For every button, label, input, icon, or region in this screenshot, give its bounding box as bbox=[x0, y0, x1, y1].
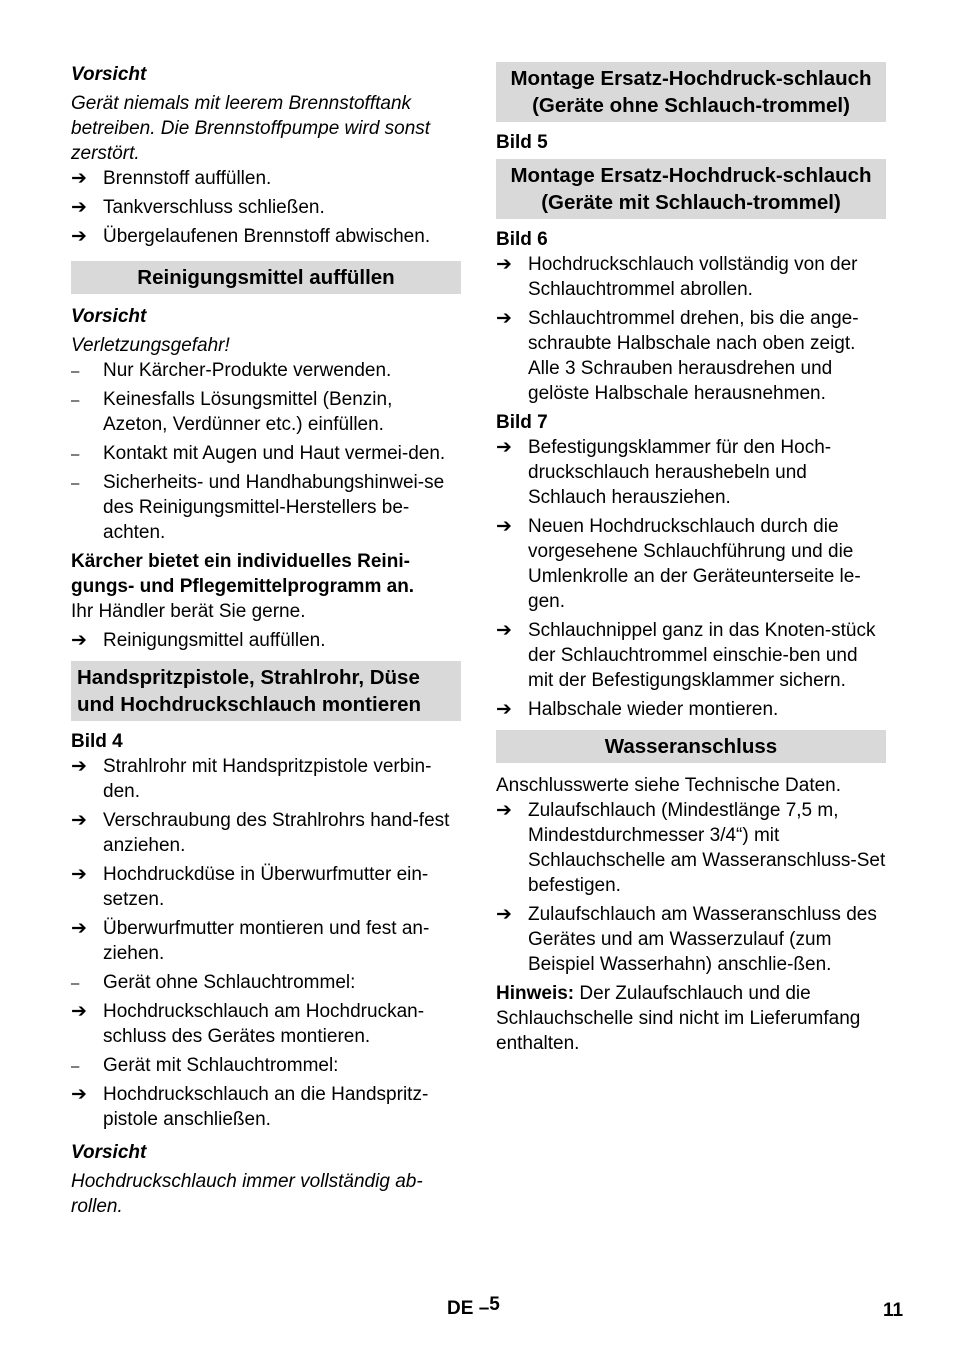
list-item: – Kontakt mit Augen und Haut vermei-den. bbox=[71, 441, 461, 466]
list-item: ➔ Hochdruckdüse in Überwurfmutter ein-setzen. bbox=[71, 862, 461, 912]
dash-icon bbox=[71, 1053, 93, 1079]
arrow-icon bbox=[71, 224, 93, 249]
list-item: ➔ Zulaufschlauch (Mindestlänge 7,5 m, Mindestdurchmesser 3/4“) mit Schlauchschelle am Wasseranschluss-Set befestigen. bbox=[496, 798, 886, 898]
arrow-icon bbox=[496, 306, 518, 331]
caution-text: Hochdruckschlauch immer vollständig ab-rollen. bbox=[71, 1171, 423, 1217]
dash-icon bbox=[71, 387, 93, 413]
list-item: ➔ Zulaufschlauch am Wasseranschluss des Gerätes und am Wasserzulauf (zum Beispiel Wasserhahn) anschlie-ßen. bbox=[496, 902, 886, 977]
figure-ref: Bild 5 bbox=[496, 132, 548, 153]
caution-text: Gerät niemals mit leerem Brennstofftank betreiben. Die Brennstoffpumpe wird sonst zerstört. bbox=[71, 93, 431, 164]
caution-title: Vorsicht bbox=[71, 64, 147, 85]
arrow-icon bbox=[71, 999, 93, 1024]
dash-icon bbox=[71, 470, 93, 496]
arrow-icon bbox=[71, 862, 93, 887]
dash-icon bbox=[71, 358, 93, 384]
arrow-icon bbox=[496, 902, 518, 927]
bold-note: Kärcher bietet ein individuelles Reini-gungs- und Pflegemittelprogramm an. bbox=[71, 551, 415, 597]
arrow-icon bbox=[71, 754, 93, 779]
list-item: – Gerät mit Schlauchtrommel: bbox=[71, 1053, 461, 1078]
list-item: – Nur Kärcher-Produkte verwenden. bbox=[71, 358, 461, 383]
section-heading: Montage Ersatz-Hochdruck-schlauch (Geräte ohne Schlauch-trommel) bbox=[496, 62, 886, 122]
list-item: ➔ Schlauchnippel ganz in das Knoten-stück der Schlauchtrommel einschie-ben und mit der Befestigungsklammer sichern. bbox=[496, 618, 886, 693]
list-item: ➔ Hochdruckschlauch am Hochdruckan-schluss des Gerätes montieren. bbox=[71, 999, 461, 1049]
arrow-icon bbox=[71, 166, 93, 191]
figure-ref: Bild 7 bbox=[496, 412, 548, 433]
section-heading: Wasseranschluss bbox=[496, 730, 886, 763]
list-item: ➔ Überwurfmutter montieren und fest an-ziehen. bbox=[71, 916, 461, 966]
footer-section-number: 5 bbox=[489, 1294, 500, 1315]
arrow-icon bbox=[71, 916, 93, 941]
list-item: ➔ Reinigungsmittel auffüllen. bbox=[71, 628, 461, 653]
list-item: ➔ Strahlrohr mit Handspritzpistole verbin-den. bbox=[71, 754, 461, 804]
footer-section-page bbox=[447, 1296, 500, 1321]
hint-label: Hinweis: bbox=[496, 983, 575, 1004]
list-item: – Keinesfalls Lösungsmittel (Benzin, Azeton, Verdünner etc.) einfüllen. bbox=[71, 387, 461, 437]
arrow-icon bbox=[71, 628, 93, 653]
dash-icon bbox=[71, 441, 93, 467]
list-item: ➔ Halbschale wieder montieren. bbox=[496, 697, 886, 722]
arrow-icon bbox=[71, 195, 93, 220]
list-item: – Sicherheits- und Handhabungshinwei-se des Reinigungsmittel-Herstellers be-achten. bbox=[71, 470, 461, 545]
arrow-icon bbox=[496, 252, 518, 277]
section-heading: Handspritzpistole, Strahlrohr, Düse und Hochdruckschlauch montieren bbox=[71, 661, 461, 721]
list-item: ➔ Hochdruckschlauch an die Handspritz-pistole anschließen. bbox=[71, 1082, 461, 1132]
section-heading: Montage Ersatz-Hochdruck-schlauch (Geräte mit Schlauch-trommel) bbox=[496, 159, 886, 219]
list-item: ➔ Brennstoff auffüllen. bbox=[71, 166, 461, 191]
figure-ref: Bild 4 bbox=[71, 731, 123, 752]
section-heading: Reinigungsmittel auffüllen bbox=[71, 261, 461, 294]
right-column bbox=[496, 62, 886, 1056]
dash-icon bbox=[71, 970, 93, 996]
dealer-note: Ihr Händler berät Sie gerne. bbox=[71, 601, 306, 622]
arrow-icon bbox=[496, 435, 518, 460]
caution-title: Vorsicht bbox=[71, 306, 147, 327]
list-item: ➔ Verschraubung des Strahlrohrs hand-fest anziehen. bbox=[71, 808, 461, 858]
list-item: ➔ Befestigungsklammer für den Hoch-druckschlauch heraushebeln und Schlauch herausziehen. bbox=[496, 435, 886, 510]
footer-separator: – bbox=[478, 1298, 490, 1319]
arrow-icon bbox=[496, 514, 518, 539]
list-item: ➔ Neuen Hochdruckschlauch durch die vorgesehene Schlauchführung und die Umlenkrolle an der Geräteunterseite le-gen. bbox=[496, 514, 886, 614]
list-item: ➔ Schlauchtrommel drehen, bis die ange-schraubte Halbschale nach oben zeigt. Alle 3 Schrauben herausdrehen und gelöste Halbschale herausnehmen. bbox=[496, 306, 886, 406]
figure-ref: Bild 6 bbox=[496, 229, 548, 250]
water-intro: Anschlusswerte siehe Technische Daten. bbox=[496, 775, 842, 796]
list-item: ➔ Hochdruckschlauch vollständig von der Schlauchtrommel abrollen. bbox=[496, 252, 886, 302]
footer-lang: DE bbox=[447, 1298, 474, 1319]
arrow-icon bbox=[496, 697, 518, 722]
list-item: – Gerät ohne Schlauchtrommel: bbox=[71, 970, 461, 995]
hint-text: Der Zulaufschlauch und die Schlauchschelle sind nicht im Lieferumfang enthalten. bbox=[496, 983, 861, 1054]
page-number: 11 bbox=[883, 1300, 904, 1321]
caution-text: Verletzungsgefahr! bbox=[71, 335, 230, 356]
arrow-icon bbox=[496, 798, 518, 823]
arrow-icon bbox=[71, 1082, 93, 1107]
arrow-icon bbox=[496, 618, 518, 643]
hint-paragraph bbox=[496, 981, 886, 1056]
list-item: ➔ Übergelaufenen Brennstoff abwischen. bbox=[71, 224, 461, 249]
caution-title: Vorsicht bbox=[71, 1142, 147, 1163]
list-item: ➔ Tankverschluss schließen. bbox=[71, 195, 461, 220]
arrow-icon bbox=[71, 808, 93, 833]
left-column bbox=[71, 62, 461, 1219]
